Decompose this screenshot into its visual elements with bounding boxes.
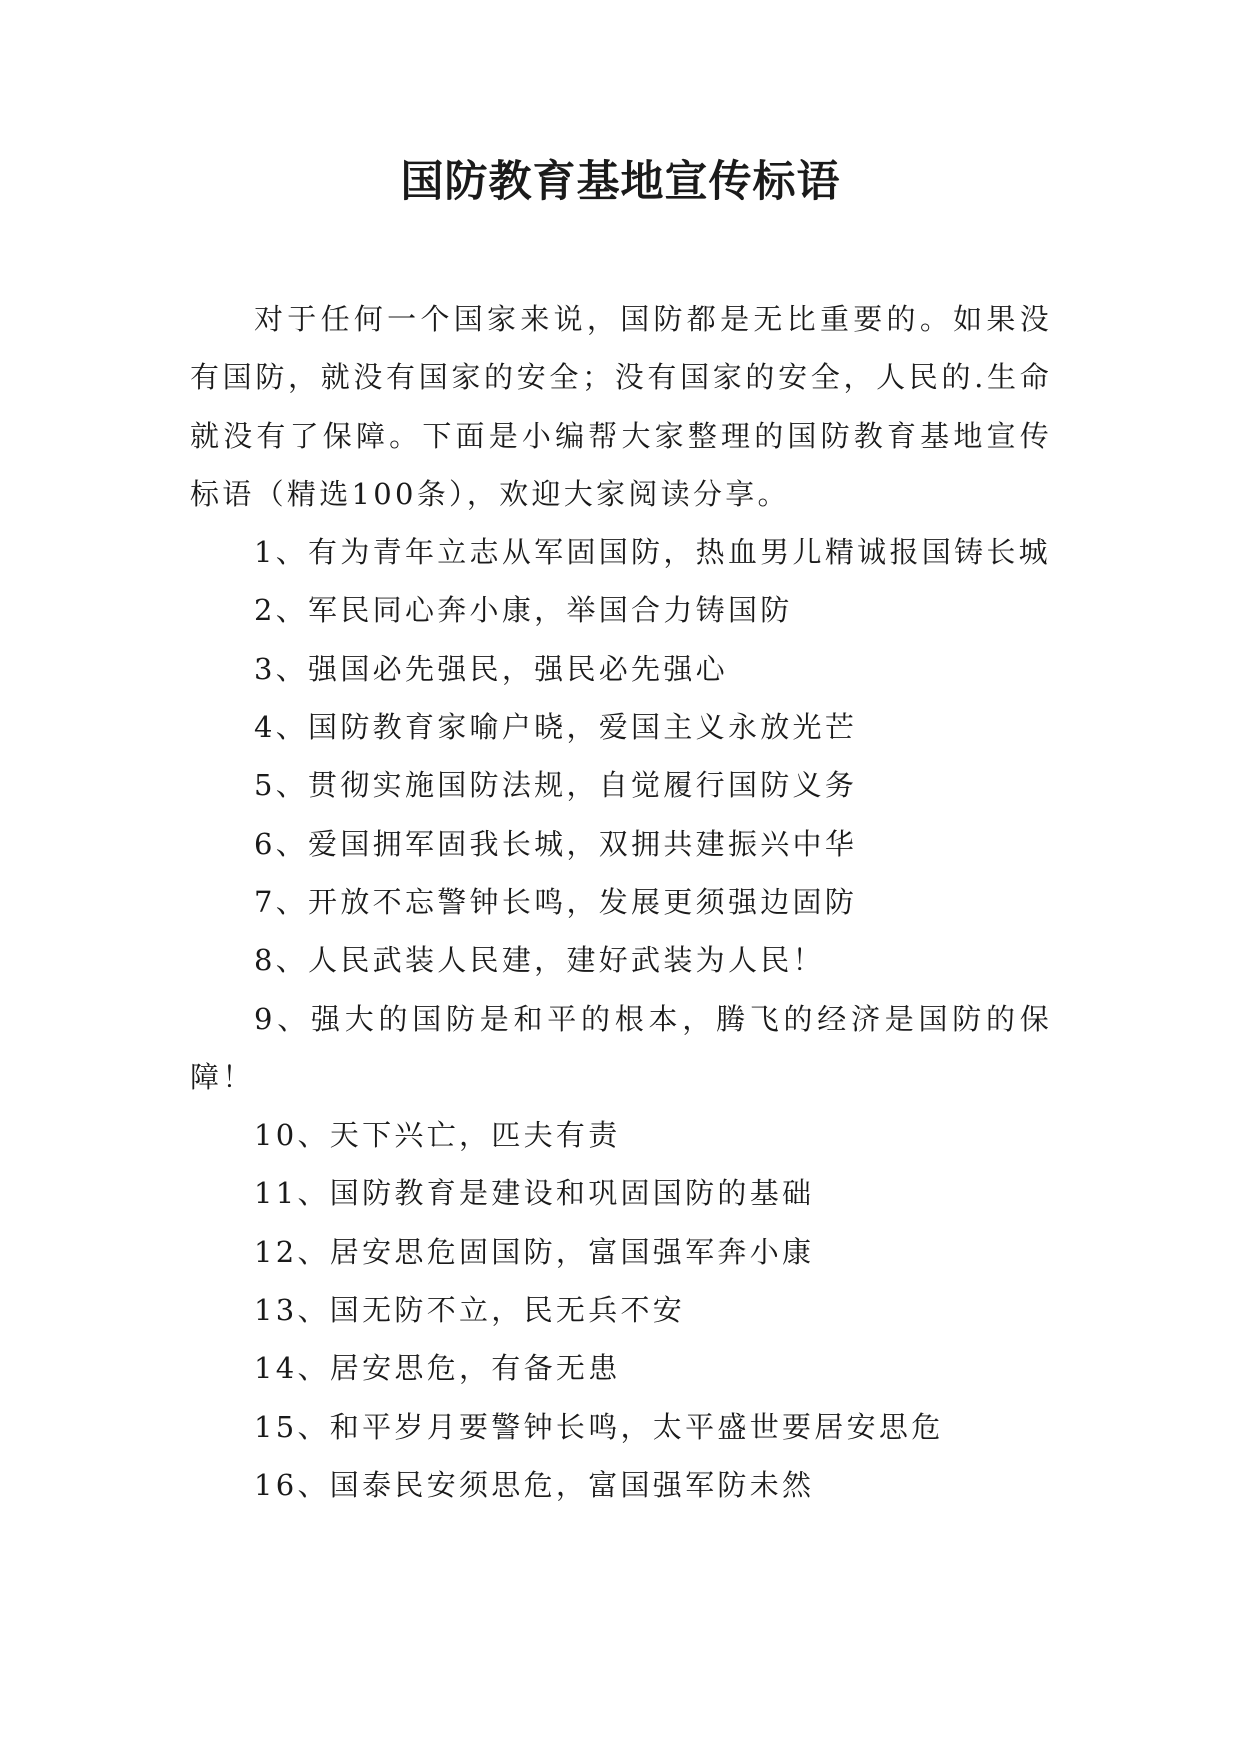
slogan-item: 9、强大的国防是和平的根本，腾飞的经济是国防的保障！	[190, 1001, 1052, 1094]
slogan-item: 1、有为青年立志从军固国防，热血男儿精诚报国铸长城	[254, 535, 1051, 570]
document-body	[190, 290, 1052, 1514]
slogan-item: 2、军民同心奔小康，举国合力铸国防	[254, 593, 793, 628]
slogan-item: 5、贯彻实施国防法规，自觉履行国防义务	[254, 768, 858, 803]
slogan-item: 10、天下兴亡，匹夫有责	[254, 1118, 621, 1153]
slogan-item: 12、居安思危固国防，富国强军奔小康	[254, 1234, 815, 1269]
slogan-item: 8、人民武装人民建，建好武装为人民！	[254, 943, 825, 978]
slogan-item: 13、国无防不立，民无兵不安	[254, 1293, 686, 1328]
document-title: 国防教育基地宣传标语	[400, 157, 841, 207]
slogan-item: 15、和平岁月要警钟长鸣，太平盛世要居安思危	[254, 1409, 944, 1444]
slogan-item: 6、爱国拥军固我长城，双拥共建振兴中华	[254, 826, 858, 861]
intro-paragraph: 对于任何一个国家来说，国防都是无比重要的。如果没有国防，就没有国家的安全；没有国家的安全，人民的.生命就没有了保障。下面是小编帮大家整理的国防教育基地宣传标语（精选100条），欢迎大家阅读分享。	[190, 302, 1052, 511]
slogan-item: 14、居安思危，有备无患	[254, 1351, 621, 1386]
slogan-item: 3、强国必先强民，强民必先强心	[254, 651, 728, 686]
slogan-item: 7、开放不忘警钟长鸣，发展更须强边固防	[254, 884, 858, 919]
slogan-item: 4、国防教育家喻户晓，爱国主义永放光芒	[254, 710, 858, 745]
slogan-item: 16、国泰民安须思危，富国强军防未然	[254, 1467, 815, 1502]
slogan-item: 11、国防教育是建设和巩固国防的基础	[254, 1176, 815, 1211]
